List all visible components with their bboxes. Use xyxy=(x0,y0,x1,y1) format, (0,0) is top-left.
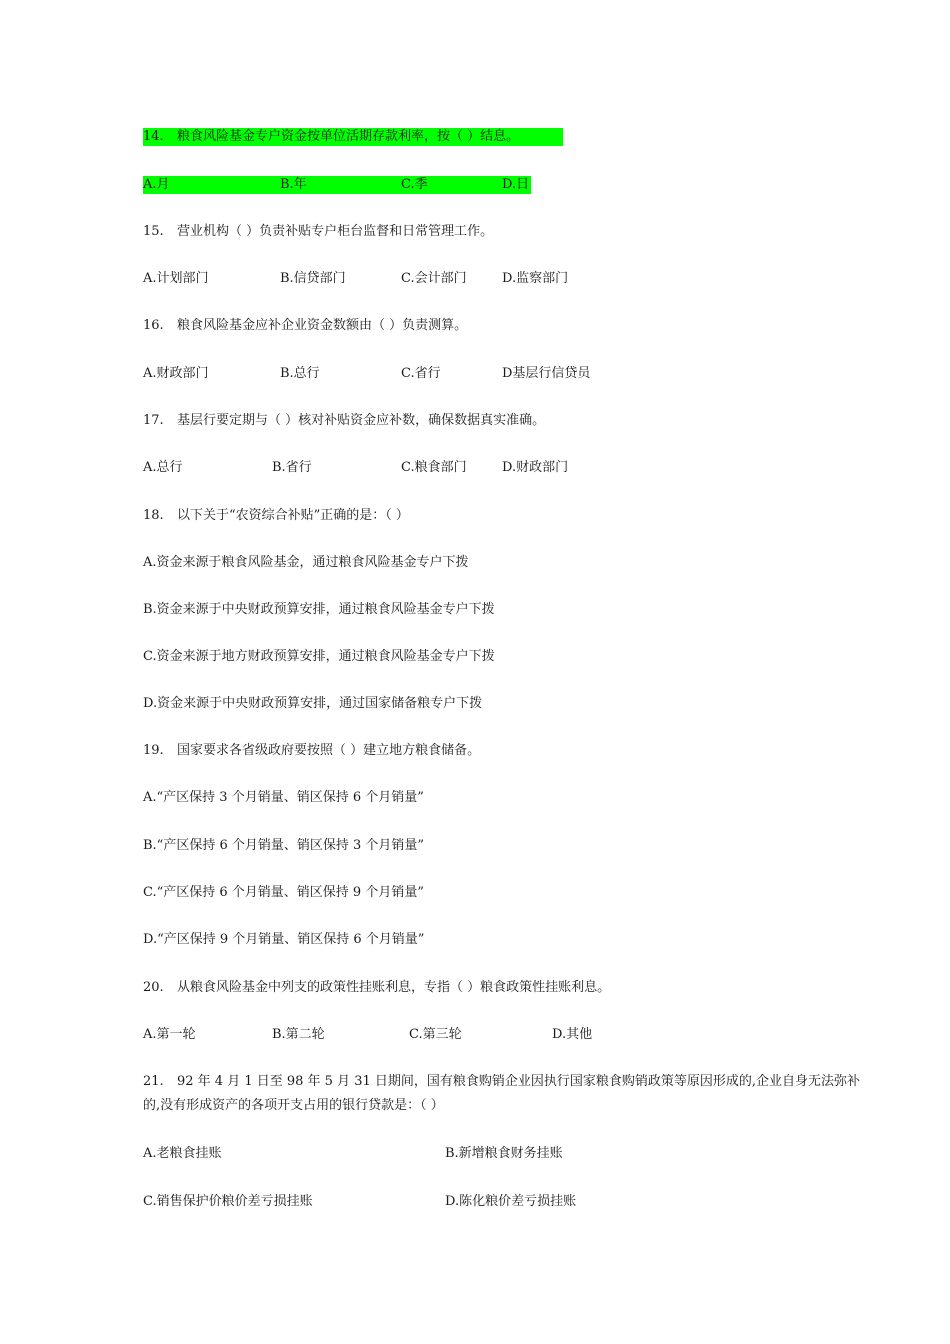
question-21 xyxy=(143,1070,863,1118)
option-b: B.年 xyxy=(280,177,307,192)
option-d: D.其他 xyxy=(552,1027,593,1042)
option-19-a: A.“产区保持 3 个月销量、销区保持 6 个月销量” xyxy=(143,790,424,805)
option-18-c: C.资金来源于地方财政预算安排，通过粮食风险基金专户下拨 xyxy=(143,649,495,664)
question-text: 粮食风险基金专户资金按单位活期存款利率，按（ ）结息。 xyxy=(177,129,520,144)
option-c: C.会计部门 xyxy=(401,271,467,286)
option-b: B.省行 xyxy=(272,460,312,475)
option-d: D.日 xyxy=(502,177,530,192)
option-d: D.监察部门 xyxy=(502,271,569,286)
question-18 xyxy=(143,507,409,525)
question-text: 粮食风险基金应补企业资金数额由（ ）负责测算。 xyxy=(177,318,468,333)
option-a: A.月 xyxy=(143,177,170,192)
option-b: B.新增粮食财务挂账 xyxy=(445,1146,563,1161)
option-c: C.季 xyxy=(401,177,428,192)
option-18-a: A.资金来源于粮食风险基金，通过粮食风险基金专户下拨 xyxy=(143,555,469,570)
option-a: A.总行 xyxy=(143,460,183,475)
option-19-d: D.“产区保持 9 个月销量、销区保持 6 个月销量” xyxy=(143,932,425,947)
option-b: B.信贷部门 xyxy=(280,271,346,286)
question-text: 国家要求各省级政府要按照（ ）建立地方粮食储备。 xyxy=(177,743,481,758)
question-number: 14. xyxy=(143,129,164,144)
options-15 xyxy=(143,270,643,288)
question-number: 19. xyxy=(143,743,164,758)
question-number: 15. xyxy=(143,224,164,239)
question-number: 17. xyxy=(143,413,164,428)
options-21-row2 xyxy=(143,1193,643,1211)
question-number: 16. xyxy=(143,318,164,333)
option-18-b: B.资金来源于中央财政预算安排，通过粮食风险基金专户下拨 xyxy=(143,602,495,617)
options-14 xyxy=(143,176,531,194)
question-number: 21. xyxy=(143,1074,164,1089)
question-text: 基层行要定期与（ ）核对补贴资金应补数，确保数据真实准确。 xyxy=(177,413,546,428)
options-20 xyxy=(143,1026,643,1044)
option-a: A.第一轮 xyxy=(143,1027,196,1042)
option-c: C.粮食部门 xyxy=(401,460,467,475)
question-15 xyxy=(143,223,493,241)
question-16 xyxy=(143,317,467,335)
question-number: 18. xyxy=(143,508,164,523)
option-b: B.总行 xyxy=(280,366,320,381)
option-c: C.销售保护价粮价差亏损挂账 xyxy=(143,1194,313,1209)
question-number: 20. xyxy=(143,980,164,995)
option-d: D.财政部门 xyxy=(502,460,569,475)
question-20 xyxy=(143,979,610,997)
option-d: D.陈化粮价差亏损挂账 xyxy=(445,1194,577,1209)
question-text: 以下关于“农资综合补贴”正确的是：（ ） xyxy=(177,508,409,523)
options-16 xyxy=(143,365,643,383)
option-a: A.老粮食挂账 xyxy=(143,1146,222,1161)
options-17 xyxy=(143,459,643,477)
option-c: C.省行 xyxy=(401,366,441,381)
question-text: 从粮食风险基金中列支的政策性挂账利息，专指（ ）粮食政策性挂账利息。 xyxy=(177,980,611,995)
question-text: 营业机构（ ）负责补贴专户柜台监督和日常管理工作。 xyxy=(177,224,494,239)
question-17 xyxy=(143,412,545,430)
option-19-c: C.“产区保持 6 个月销量、销区保持 9 个月销量” xyxy=(143,885,424,900)
option-d: D基层行信贷员 xyxy=(502,366,591,381)
question-text: 92 年 4 月 1 日至 98 年 5 月 31 日期间，国有粮食购销企业因执行国家粮食购销政策等原因形成的,企业自身无法弥补的,没有形成资产的各项开支占用的银行贷款是：（ ） xyxy=(143,1074,861,1113)
option-19-b: B.“产区保持 6 个月销量、销区保持 3 个月销量” xyxy=(143,838,425,853)
option-a: A.计划部门 xyxy=(143,271,209,286)
question-19 xyxy=(143,742,480,760)
option-b: B.第二轮 xyxy=(272,1027,325,1042)
options-21-row1 xyxy=(143,1145,643,1163)
option-18-d: D.资金来源于中央财政预算安排，通过国家储备粮专户下拨 xyxy=(143,696,483,711)
option-c: C.第三轮 xyxy=(409,1027,462,1042)
option-a: A.财政部门 xyxy=(143,366,209,381)
question-14 xyxy=(143,128,563,146)
